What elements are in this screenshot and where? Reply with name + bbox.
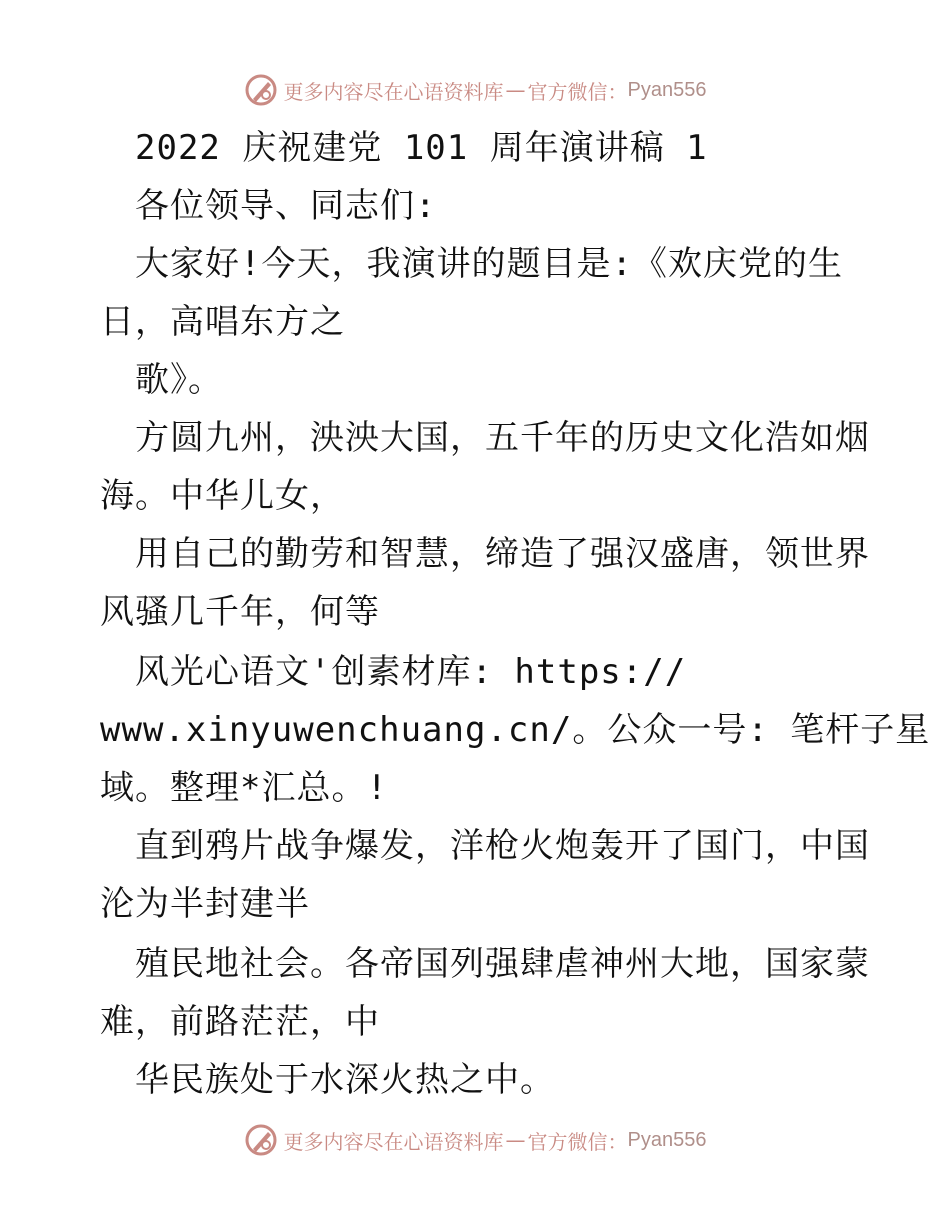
- paragraph-line: 大家好!今天，我演讲的题目是:《欢庆党的生: [135, 244, 843, 284]
- document-title: 2022 庆祝建党 101 周年演讲稿 1: [135, 128, 708, 168]
- banner-site-text: 更多内容尽在心语资料库: [283, 79, 504, 104]
- paragraph-line: 风光心语文'创素材库: https://: [135, 652, 687, 692]
- pen-circle-icon: [244, 73, 278, 107]
- paragraph-line: 海。中华儿女，: [100, 476, 345, 516]
- paragraph-line: 直到鸦片战争爆发，洋枪火炮轰开了国门，中国: [135, 826, 870, 866]
- banner-handle: Pyan556: [627, 1128, 707, 1151]
- footer-watermark-banner: [0, 1120, 950, 1160]
- paragraph-line: 域。整理*汇总。!: [100, 768, 388, 808]
- paragraph-line: 用自己的勤劳和智慧，缔造了强汉盛唐，领世界: [135, 534, 870, 574]
- paragraph-line: 殖民地社会。各帝国列强肆虐神州大地，国家蒙: [135, 944, 870, 984]
- paragraph-line: 方圆九州，泱泱大国，五千年的历史文化浩如烟: [135, 418, 870, 458]
- pen-circle-icon: [244, 1123, 278, 1157]
- paragraph-line: 沦为半封建半: [100, 884, 310, 924]
- header-watermark-banner: [0, 70, 950, 110]
- banner-handle: Pyan556: [627, 78, 707, 101]
- paragraph-line: www.xinyuwenchuang.cn/。公众一号: 笔杆子星: [100, 710, 931, 750]
- paragraph-line: 歌》。: [135, 360, 223, 400]
- banner-separator: —: [505, 1128, 526, 1152]
- banner-wechat-label: 官方微信：: [527, 1129, 628, 1154]
- paragraph-line: 华民族处于水深火热之中。: [135, 1060, 555, 1100]
- banner-separator: —: [505, 78, 526, 102]
- paragraph-line: 风骚几千年，何等: [100, 592, 380, 632]
- paragraph-line: 难，前路茫茫，中: [100, 1002, 380, 1042]
- banner-wechat-label: 官方微信：: [527, 79, 628, 104]
- salutation: 各位领导、同志们:: [135, 186, 437, 226]
- banner-site-text: 更多内容尽在心语资料库: [283, 1129, 504, 1154]
- paragraph-line: 日，高唱东方之: [100, 302, 345, 342]
